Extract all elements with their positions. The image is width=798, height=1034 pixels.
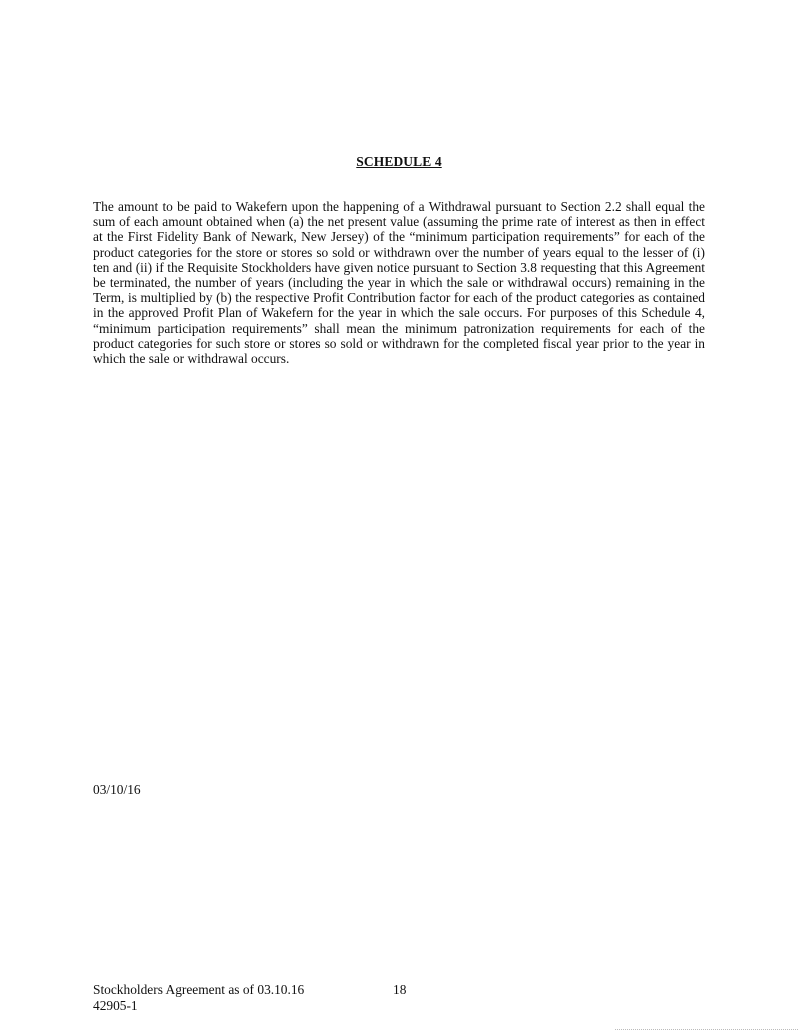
footer-title: Stockholders Agreement as of 03.10.16 [93,982,305,997]
footer-doc-number: 42905-1 [93,997,138,1013]
footer-block [93,982,304,1013]
page-number: 18 [393,982,407,997]
page-edge-divider [615,1029,798,1030]
document-date: 03/10/16 [93,782,141,797]
body-paragraph: The amount to be paid to Wakefern upon the happening of a Withdrawal pursuant to Section 2.2 shall equal the sum of each amount obtained when (a) the net present value (assuming the prime rate of interest as then in effect at the First Fidelity Bank of Newark, New Jersey) of the “minimum participation requirements” for each of the product categories for the store or stores so sold or withdrawn over the number of years equal to the lesser of (i) ten and (ii) if the Requisite Stockholders have given notice pursuant to Section 3.8 requesting that this Agreement be terminated, the number of years (including the year in which the sale or withdrawal occurs) remaining in the Term, is multiplied by (b) the respective Profit Contribution factor for each of the product categories as contained in the approved Profit Plan of Wakefern for the year in which the sale occurs. For purposes of this Schedule 4, “minimum participation requirements” shall mean the minimum patronization requirements for each of the product categories for such store or stores so sold or withdrawn for the completed fiscal year prior to the year in which the sale or withdrawal occurs. [93,199,705,367]
schedule-heading: SCHEDULE 4 [356,154,442,169]
